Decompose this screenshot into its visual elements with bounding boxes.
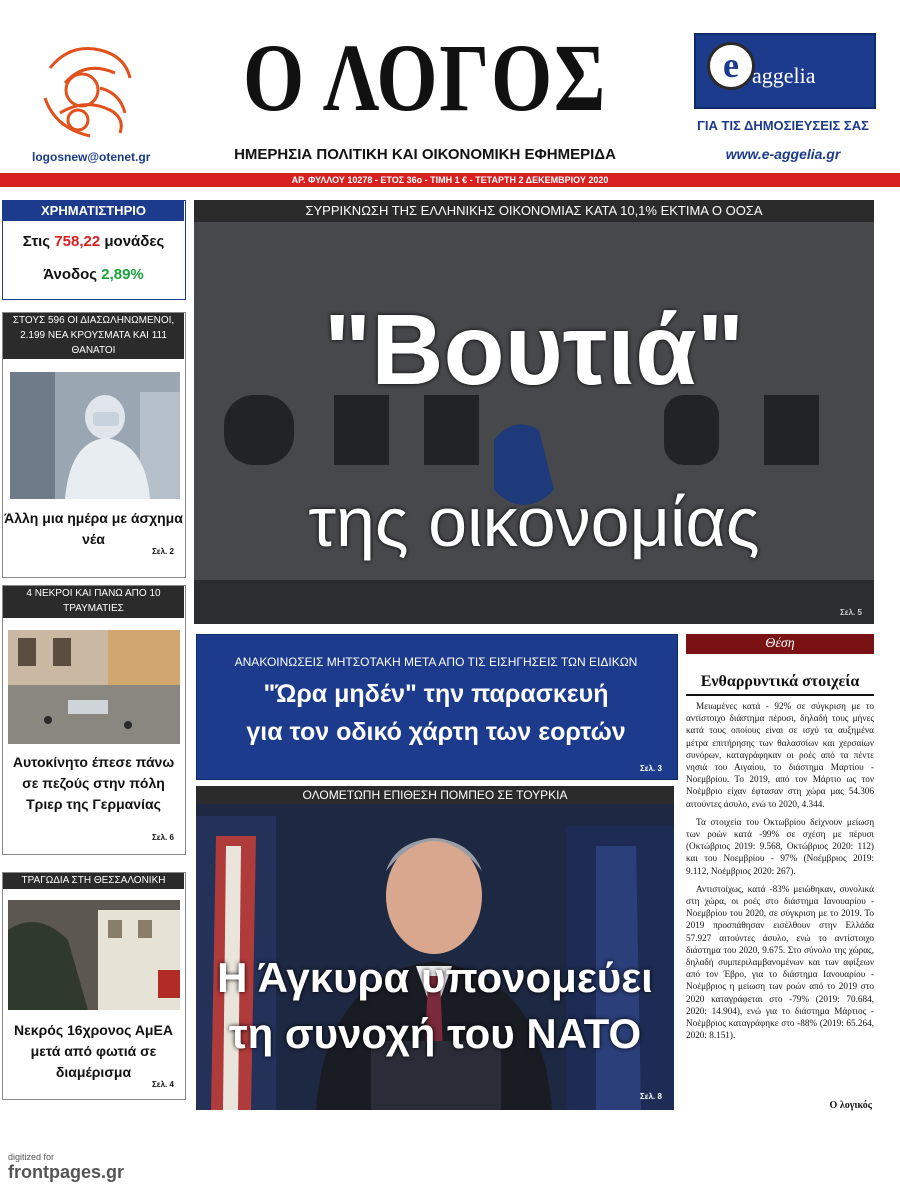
newspaper-logo-emblem [30,38,150,143]
lead-kicker: ΑΝΑΚΟΙΝΩΣΕΙΣ ΜΗΤΣΟΤΑΚΗ ΜΕΤΑ ΑΠΟ ΤΙΣ ΕΙΣΗΓΗΣΕΙΣ ΤΩΝ ΕΙΔΙΚΩΝ [234,655,638,669]
stock-change-line [3,266,184,283]
page-ref: Σελ. 4 [152,1080,174,1089]
ad-url[interactable]: www.e-aggelia.gr [725,146,841,162]
contact-email[interactable]: logosnew@otenet.gr [32,150,151,164]
opinion-paragraph: Τα στοιχεία του Οκτωβρίου δείχνουν μείωση των ροών κατά -99% σε σχέση με πέρυσι (Οκτώβριος 2019: 9.568, Οκτώβριος 2020: 112) και του Νοεμβρίου - 97% (Νοέμβριος 2019: 9.112, Νοέμβριος 2020: 267). [686,816,874,876]
e-aggelia-logo-icon: e [707,42,755,90]
lead-title-line2: για τον οδικό χάρτη των εορτών [246,718,626,746]
digitized-note: digitized for [8,1152,55,1162]
opinion-paragraph: Αντιστοίχως, κατά -83% μειώθηκαν, συνολικά στη χώρα, οι ροές στο διάστημα Ιανουαρίου - Νοεμβρίου του 2020, σε σύγκριση με το 2019. Το 2019 προσπάθησαν εισέλθουν στην Ελλάδα 57.927 αιτούντες άσυλο, ενώ το αντίστοιχο διάστημα του 2020, 9.675. Στο σύνολο της χώρας, δηλαδή συμπεριλαμβανομένων και των αφίξεων από τον Έβρο, για το διάστημα Ιανουαρίου - Νοέμβριος η μείωση των ροών από το 2019 στο 2020 καταγράφεται στο -79% (2019: 70.684, 2020: 14.904), ενώ για το διάστημα Μάρτιος - Νοέμβριος καταγράφηκε στο -88% (2019: 65.264, 2020: 8.151). [686,883,874,1041]
lead-title[interactable] [196,675,676,751]
hero-strap: ΣΥΡΡΙΚΝΩΣΗ ΤΗΣ ΕΛΛΗΝΙΚΗΣ ΟΙΚΟΝΟΜΙΑΣ ΚΑΤΑ 10,1% ΕΚΤΙΜΑ Ο ΟΟΣΑ [194,200,874,222]
opinion-title[interactable]: Ενθαρρυντικά στοιχεία [700,673,860,690]
newspaper-title: Ο ΛΟΓΟΣ [243,24,607,131]
ad-tagline: ΓΙΑ ΤΙΣ ΔΗΜΟΣΙΕΥΣΕΙΣ ΣΑΣ [697,118,869,133]
turkey-headline[interactable] [196,950,674,1062]
story-title[interactable]: Άλλη μια ημέρα με άσχημα νέα [4,510,183,547]
issue-line: ΑΡ. ΦΥΛΛΟΥ 10278 - ΕΤΟΣ 36ο - ΤΙΜΗ 1 € - ΤΕΤΑΡΤΗ 2 ΔΕΚΕΜΒΡΙΟΥ 2020 [291,175,609,185]
source-site[interactable]: frontpages.gr [8,1162,125,1182]
page-ref: Σελ. 8 [640,1092,662,1101]
story-kicker: ΤΡΑΓΩΔΙΑ ΣΤΗ ΘΕΣΣΑΛΟΝΙΚΗ [3,873,184,889]
stock-prefix: Στις [22,233,51,250]
story-kicker: 4 ΝΕΚΡΟΙ ΚΑΙ ΠΑΝΩ ΑΠΟ 10 ΤΡΑΥΜΑΤΙΕΣ [3,586,184,618]
turkey-headline-line1: Η Άγκυρα υπονομεύει [217,954,653,1001]
page-ref: Σελ. 2 [152,547,174,556]
opinion-paragraph: Μειωμένες κατά - 92% σε σύγκριση με το αντίστοιχο διάστημα πέρυσι, δηλαδή τους μήνες κατά τους οποίους είναι σε ισχύ τα αυξημένα μέτρα επιτήρησης των θαλασσίων και χερσαίων συνόρων, καταγράφηκαν οι ροές από τα πέντε νησιά του Αιγαίου, το διάστημα Μαρτίου - Νοεμβρίου. Το 2019, από τον Μάρτιο ως τον Νοέμβριο είχαν έφτασαν στη χώρα μας 54.306 αιτούντες άσυλο, ενώ το 2020, 4.344. [686,701,874,809]
stock-change-label: Άνοδος [43,266,98,283]
turkey-strap: ΟΛΟΜΕΤΩΠΗ ΕΠΙΘΕΣΗ ΠΟΜΠΕΟ ΣΕ ΤΟΥΡΚΙΑ [196,786,674,804]
hero-headline[interactable]: "Βουτιά" [323,294,745,406]
e-aggelia-logo-text: aggelia [752,63,816,88]
story-photo-fire [8,900,180,1010]
opinion-section-label: Θέση [686,634,874,654]
lead-title-line1: "Ώρα μηδέν" την παρασκευή [263,680,609,708]
page-ref: Σελ. 3 [640,764,662,773]
opinion-divider [686,694,874,696]
stock-index-line [3,233,184,250]
stock-heading: ΧΡΗΜΑΤΙΣΤΗΡΙΟ [3,201,184,221]
story-title[interactable]: Αυτοκίνητο έπεσε πάνω σε πεζούς στην πόλη Τριερ της Γερμανίας [12,754,175,812]
stock-suffix: μονάδες [104,233,165,250]
stock-value: 758,22 [54,233,101,250]
story-title[interactable]: Νεκρός 16χρονος ΑμΕΑ μετά από φωτιά σε διαμέρισμα [14,1022,173,1080]
story-photo-trier [8,630,180,744]
page-ref: Σελ. 6 [152,833,174,842]
opinion-signature: Ο λογικός [829,1100,872,1111]
turkey-headline-line2: τη συνοχή του ΝΑΤΟ [228,1010,642,1057]
story-photo-covid [10,372,180,499]
page-ref: Σελ. 5 [840,608,862,617]
story-kicker: ΣΤΟΥΣ 596 ΟΙ ΔΙΑΣΩΛΗΝΩΜΕΝΟΙ, 2.199 ΝΕΑ ΚΡΟΥΣΜΑΤΑ ΚΑΙ 111 ΘΑΝΑΤΟΙ [3,313,184,359]
newspaper-subtitle: ΗΜΕΡΗΣΙΑ ΠΟΛΙΤΙΚΗ ΚΑΙ ΟΙΚΟΝΟΜΙΚΗ ΕΦΗΜΕΡΙΔΑ [234,146,616,163]
stock-change-value: 2,89% [101,266,144,283]
hero-subhead[interactable]: της οικονομίας [308,483,760,561]
opinion-body [686,700,874,1047]
